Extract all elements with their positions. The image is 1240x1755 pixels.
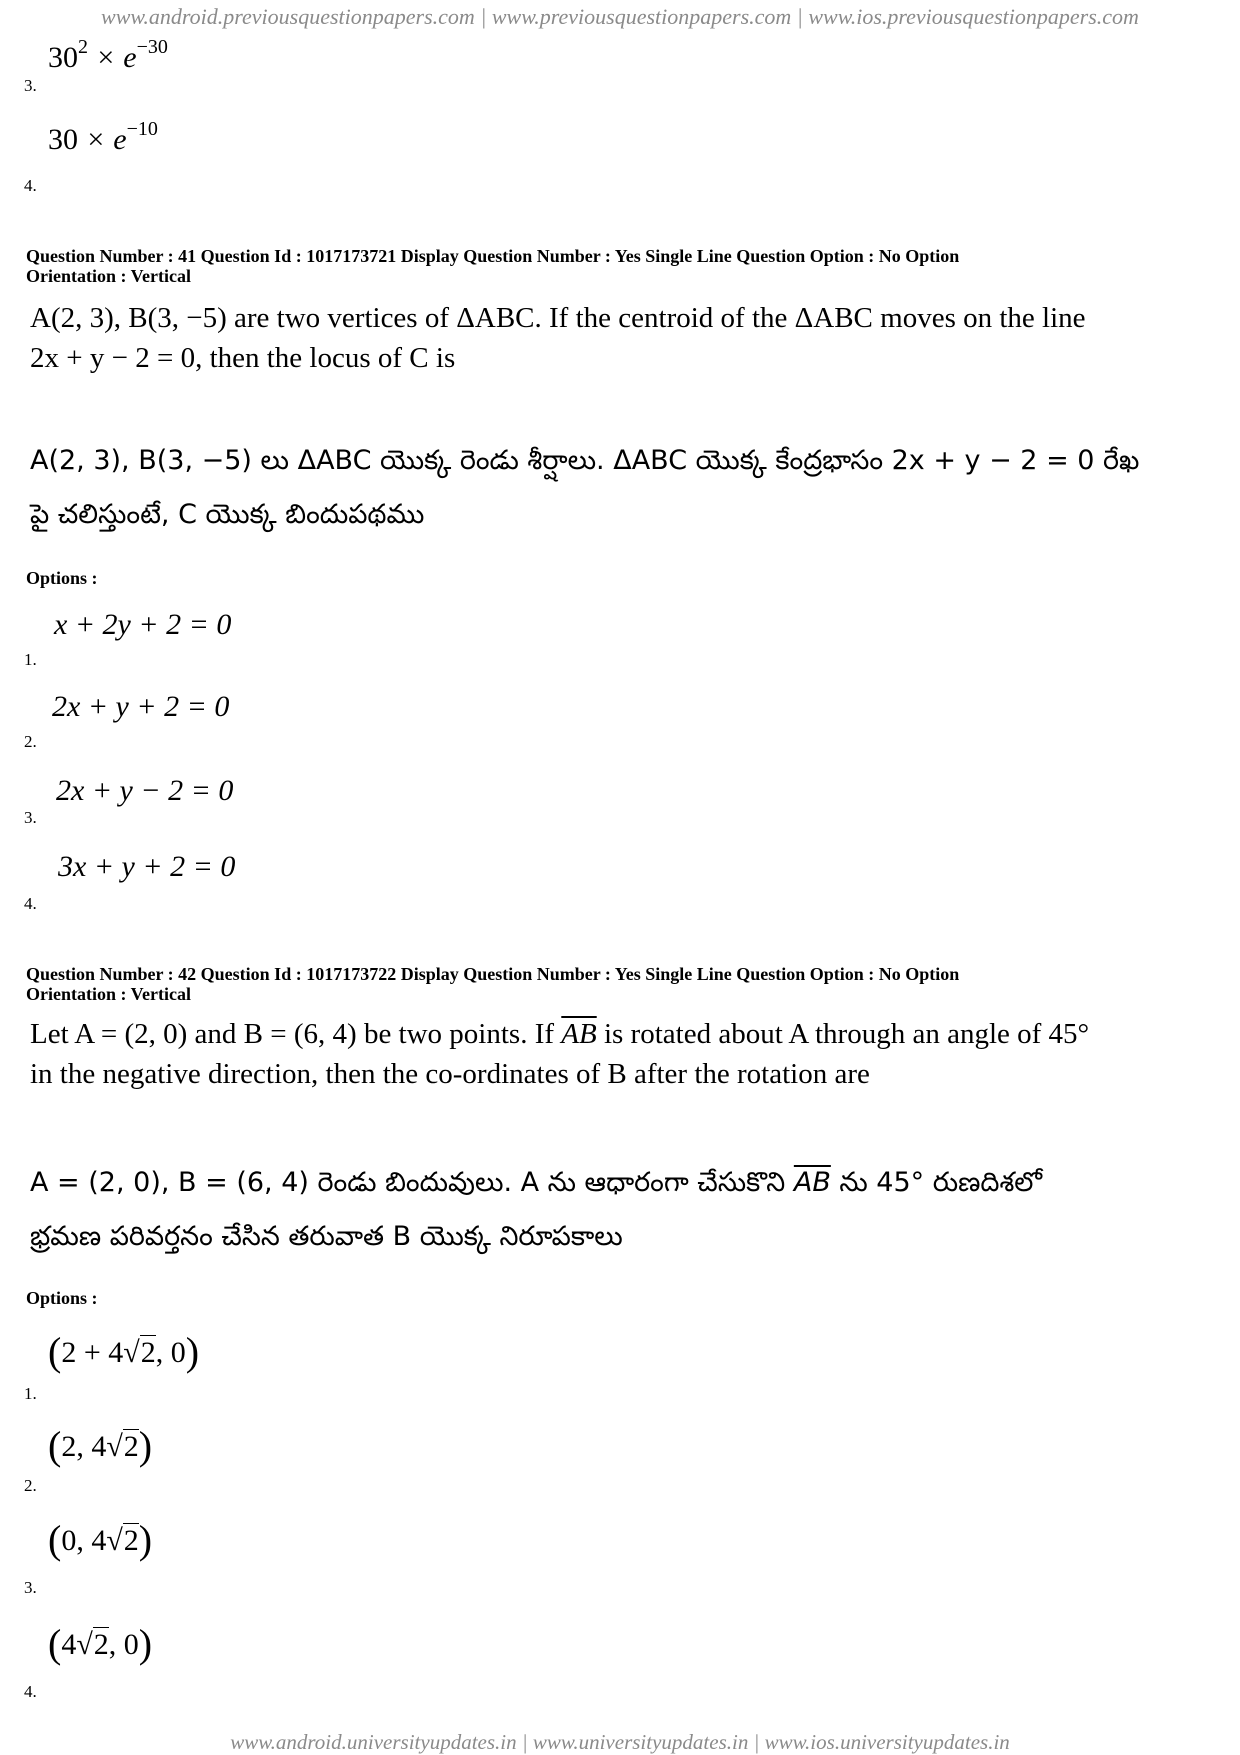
q41-telugu-line2: పై చలిస్తుంటే, C యొక్క బిందుపథము xyxy=(30,499,425,530)
sqrt-icon: √2 xyxy=(106,1524,139,1557)
q42-english-line1: Let A = (2, 0) and B = (6, 4) be two points. If $\overline{AB}$ is rotated about A through an angle of 45° xyxy=(30,1018,1090,1050)
q42-options-label: Options : xyxy=(26,1288,98,1308)
q42-english-line2: in the negative direction, then the co-ordinates of B after the rotation are xyxy=(30,1058,870,1090)
q41-question-english xyxy=(30,298,1210,378)
prev-option-3-number: 3. xyxy=(24,76,37,95)
q41-option-3-number: 3. xyxy=(24,808,37,827)
q42-option-3-math: (0, 4√2) xyxy=(48,1517,153,1562)
q42-telugu-line2: భ్రమణ పరివర్తనం చేసిన తరువాత B యొక్క నిరూపకాలు xyxy=(30,1221,623,1252)
q42-option-3-number: 3. xyxy=(24,1578,37,1597)
q42-meta-line2: Orientation : Vertical xyxy=(26,984,191,1004)
prev-option-4-math: $30 \times e^{-10}$ xyxy=(48,118,158,156)
q42-question-english xyxy=(30,1014,1210,1094)
q41-meta-line2: Orientation : Vertical xyxy=(26,266,191,286)
q42-question-telugu xyxy=(30,1156,1210,1264)
q42-option-1-math: (2 + 4√2, 0) xyxy=(48,1329,200,1374)
page-footer-watermark: www.android.universityupdates.in | www.universityupdates.in | www.ios.universityupdates.in xyxy=(230,1730,1010,1754)
q41-option-4-number: 4. xyxy=(24,894,37,913)
q42-meta xyxy=(26,964,1206,1004)
q41-option-1-math: x + 2y + 2 = 0 xyxy=(54,608,232,641)
q41-question-telugu xyxy=(30,434,1210,542)
q41-option-2-number: 2. xyxy=(24,732,37,751)
q41-options-label: Options : xyxy=(26,568,98,588)
q41-option-4-math: 3x + y + 2 = 0 xyxy=(58,850,236,883)
q42-option-4-math: (4√2, 0) xyxy=(48,1621,153,1666)
q42-telugu-line1: A = (2, 0), B = (6, 4) రెండు బిందువులు. A ను ఆధారంగా చేసుకొని $\overline{AB}$ ను 45° రుణదిశలో xyxy=(30,1167,1043,1198)
sqrt-icon: √2 xyxy=(123,1336,156,1369)
q41-telugu-line1: A(2, 3), B(3, −5) లు ΔABC యొక్క రెండు శీర్షాలు. ΔABC యొక్క కేంద్రభాసం 2x + y − 2 = 0 రేఖ xyxy=(30,445,1140,476)
q41-option-3-math: 2x + y − 2 = 0 xyxy=(56,774,234,807)
prev-option-3-math: $30^2 \times e^{-30}$ xyxy=(48,36,168,74)
q42-option-2-number: 2. xyxy=(24,1476,37,1495)
q41-meta-line1: Question Number : 41 Question Id : 1017173721 Display Question Number : Yes Single Line Question Option : No Option xyxy=(26,246,960,266)
sqrt-icon: √2 xyxy=(106,1430,139,1463)
q41-option-2-math: 2x + y + 2 = 0 xyxy=(52,690,230,723)
prev-option-4-number: 4. xyxy=(24,176,37,195)
q41-english-line2: 2x + y − 2 = 0, then the locus of C is xyxy=(30,342,456,374)
q42-option-4-number: 4. xyxy=(24,1682,37,1701)
q42-telugu-segment-ab: $\overline{AB}$ xyxy=(793,1167,831,1198)
q41-english-line1: A(2, 3), B(3, −5) are two vertices of ΔABC. If the centroid of the ΔABC moves on the line xyxy=(30,302,1086,334)
q42-option-1-number: 1. xyxy=(24,1384,37,1403)
q42-option-2-math: (2, 4√2) xyxy=(48,1423,153,1468)
q42-meta-line1: Question Number : 42 Question Id : 1017173722 Display Question Number : Yes Single Line Question Option : No Option xyxy=(26,964,960,984)
q42-segment-ab: $\overline{AB}$ xyxy=(561,1018,597,1050)
q41-meta xyxy=(26,246,1206,286)
page-header-watermark: www.android.previousquestionpapers.com | www.previousquestionpapers.com | www.ios.previousquestionpapers.com xyxy=(101,4,1139,29)
sqrt-icon: √2 xyxy=(76,1628,109,1661)
q41-option-1-number: 1. xyxy=(24,650,37,669)
